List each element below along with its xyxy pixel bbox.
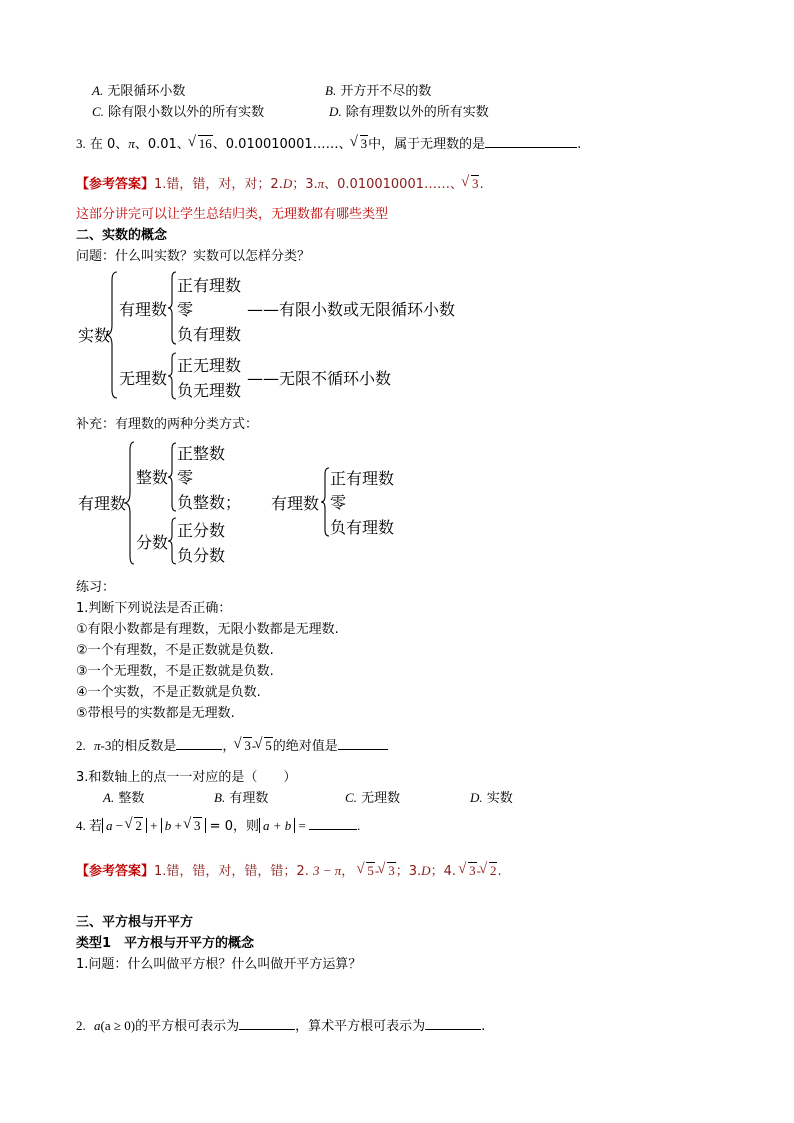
brace-rational-2: [122, 440, 136, 566]
sqrt-16: √ 16: [190, 136, 213, 152]
sqrt-3: √ 3: [463, 176, 480, 192]
answer-blank: [485, 134, 577, 148]
tree-item: 负有理数: [330, 518, 395, 537]
tree-item: 负无理数: [177, 381, 242, 400]
section-title: 三、平方根与开平方: [76, 915, 194, 930]
option-c: C. 无理数: [345, 790, 401, 806]
tree-item: 零: [177, 300, 194, 319]
question-text: 2. a(a ≥ 0)的平方根可表示为 ，算术平方根可表示为 .: [76, 1018, 486, 1034]
practice-q2: 2. π-3的相反数是 ，√ 3-√ 5的绝对值是: [76, 735, 388, 754]
option-a: A. 整数: [103, 790, 145, 806]
option-d: D. 除有理数以外的所有实数: [329, 104, 489, 120]
brace-integer: [167, 441, 177, 513]
option-c: C. 除有限小数以外的所有实数: [92, 104, 265, 120]
answer-blank: [309, 816, 357, 830]
brace-rational-3: [320, 466, 330, 538]
statement-item: ④一个实数，不是正数就是负数.: [76, 685, 261, 700]
teacher-note: 这部分讲完可以让学生总结归类，无理数都有哪些类型: [76, 207, 389, 222]
tree-rational: 有理数: [119, 300, 168, 319]
tree-integer: 整数: [136, 468, 169, 487]
tree-item: 零: [177, 468, 194, 487]
tree-fraction: 分数: [136, 533, 169, 552]
question-text: 1.问题：什么叫做平方根？什么叫做开平方运算？: [76, 957, 362, 972]
statement-item: ①有限小数都是有理数，无限小数都是无理数.: [76, 622, 339, 637]
supplement-text: 补充：有理数的两种分类方式：: [76, 417, 259, 432]
answer-blank: [425, 1016, 481, 1030]
brace-rational: [167, 270, 177, 346]
tree-item: 正有理数: [177, 276, 242, 295]
statement-item: ⑤带根号的实数都是无理数.: [76, 706, 235, 721]
tree-desc: ——有限小数或无限循环小数: [247, 300, 456, 319]
tree-irrational: 无理数: [119, 369, 168, 388]
tree-item: 负有理数: [177, 325, 242, 344]
brace-irrational: [167, 351, 177, 401]
tree-item: 负整数；: [177, 493, 242, 512]
option-b: B. 开方开不尽的数: [325, 83, 432, 99]
statement-item: ③一个无理数，不是正数就是负数.: [76, 664, 274, 679]
question-text: 问题：什么叫实数？实数可以怎样分类？: [76, 249, 311, 264]
tree-item: 正无理数: [177, 356, 242, 375]
practice-q1: 1.判断下列说法是否正确：: [76, 601, 232, 616]
practice-title: 练习：: [76, 580, 116, 595]
tree-item: 正有理数: [330, 469, 395, 488]
reference-answer-1: 【参考答案】1.错，错，对，对；2.D；3.π、0.010010001……、√ 3.: [76, 173, 484, 192]
practice-q4: 4. 若 a − √ 2 + b + √ 3 = 0，则 a + b = .: [76, 815, 360, 834]
answer-blank: [239, 1016, 295, 1030]
tree-item: 正整数: [177, 444, 226, 463]
statement-item: ②一个有理数，不是正数就是负数.: [76, 643, 274, 658]
option-b: B. 有理数: [214, 790, 269, 806]
tree-item: 正分数: [177, 521, 226, 540]
sqrt-3: √ 3: [352, 136, 369, 152]
answer-blank: [176, 736, 222, 750]
answer-blank: [338, 736, 388, 750]
tree-root-rational-3: 有理数: [271, 494, 320, 513]
tree-root-rational: 有理数: [78, 494, 127, 513]
reference-answer-2: 【参考答案】1.错，错，对，错，错；2. 3 − π， √ 5-√ 3；3.D；4. √ 3-√ 2.: [76, 860, 502, 879]
brace-fraction: [167, 516, 177, 566]
tree-item: 零: [330, 493, 347, 512]
option-a: A. 无限循环小数: [92, 83, 186, 99]
tree-desc: ——无限不循环小数: [247, 369, 392, 388]
section-title: 二、实数的概念: [76, 228, 168, 243]
question-3: 3. 在 0、π、0.01、√ 16、0.010010001……、√ 3中，属于无理数的是 .: [76, 133, 581, 152]
option-d: D. 实数: [470, 790, 513, 806]
brace-real: [103, 270, 119, 400]
type-title: 类型1 平方根与开平方的概念: [76, 936, 255, 951]
tree-item: 负分数: [177, 546, 226, 565]
tree-root-real: 实数: [78, 326, 111, 345]
practice-q3: 3.和数轴上的点一一对应的是（ ）: [76, 770, 297, 785]
